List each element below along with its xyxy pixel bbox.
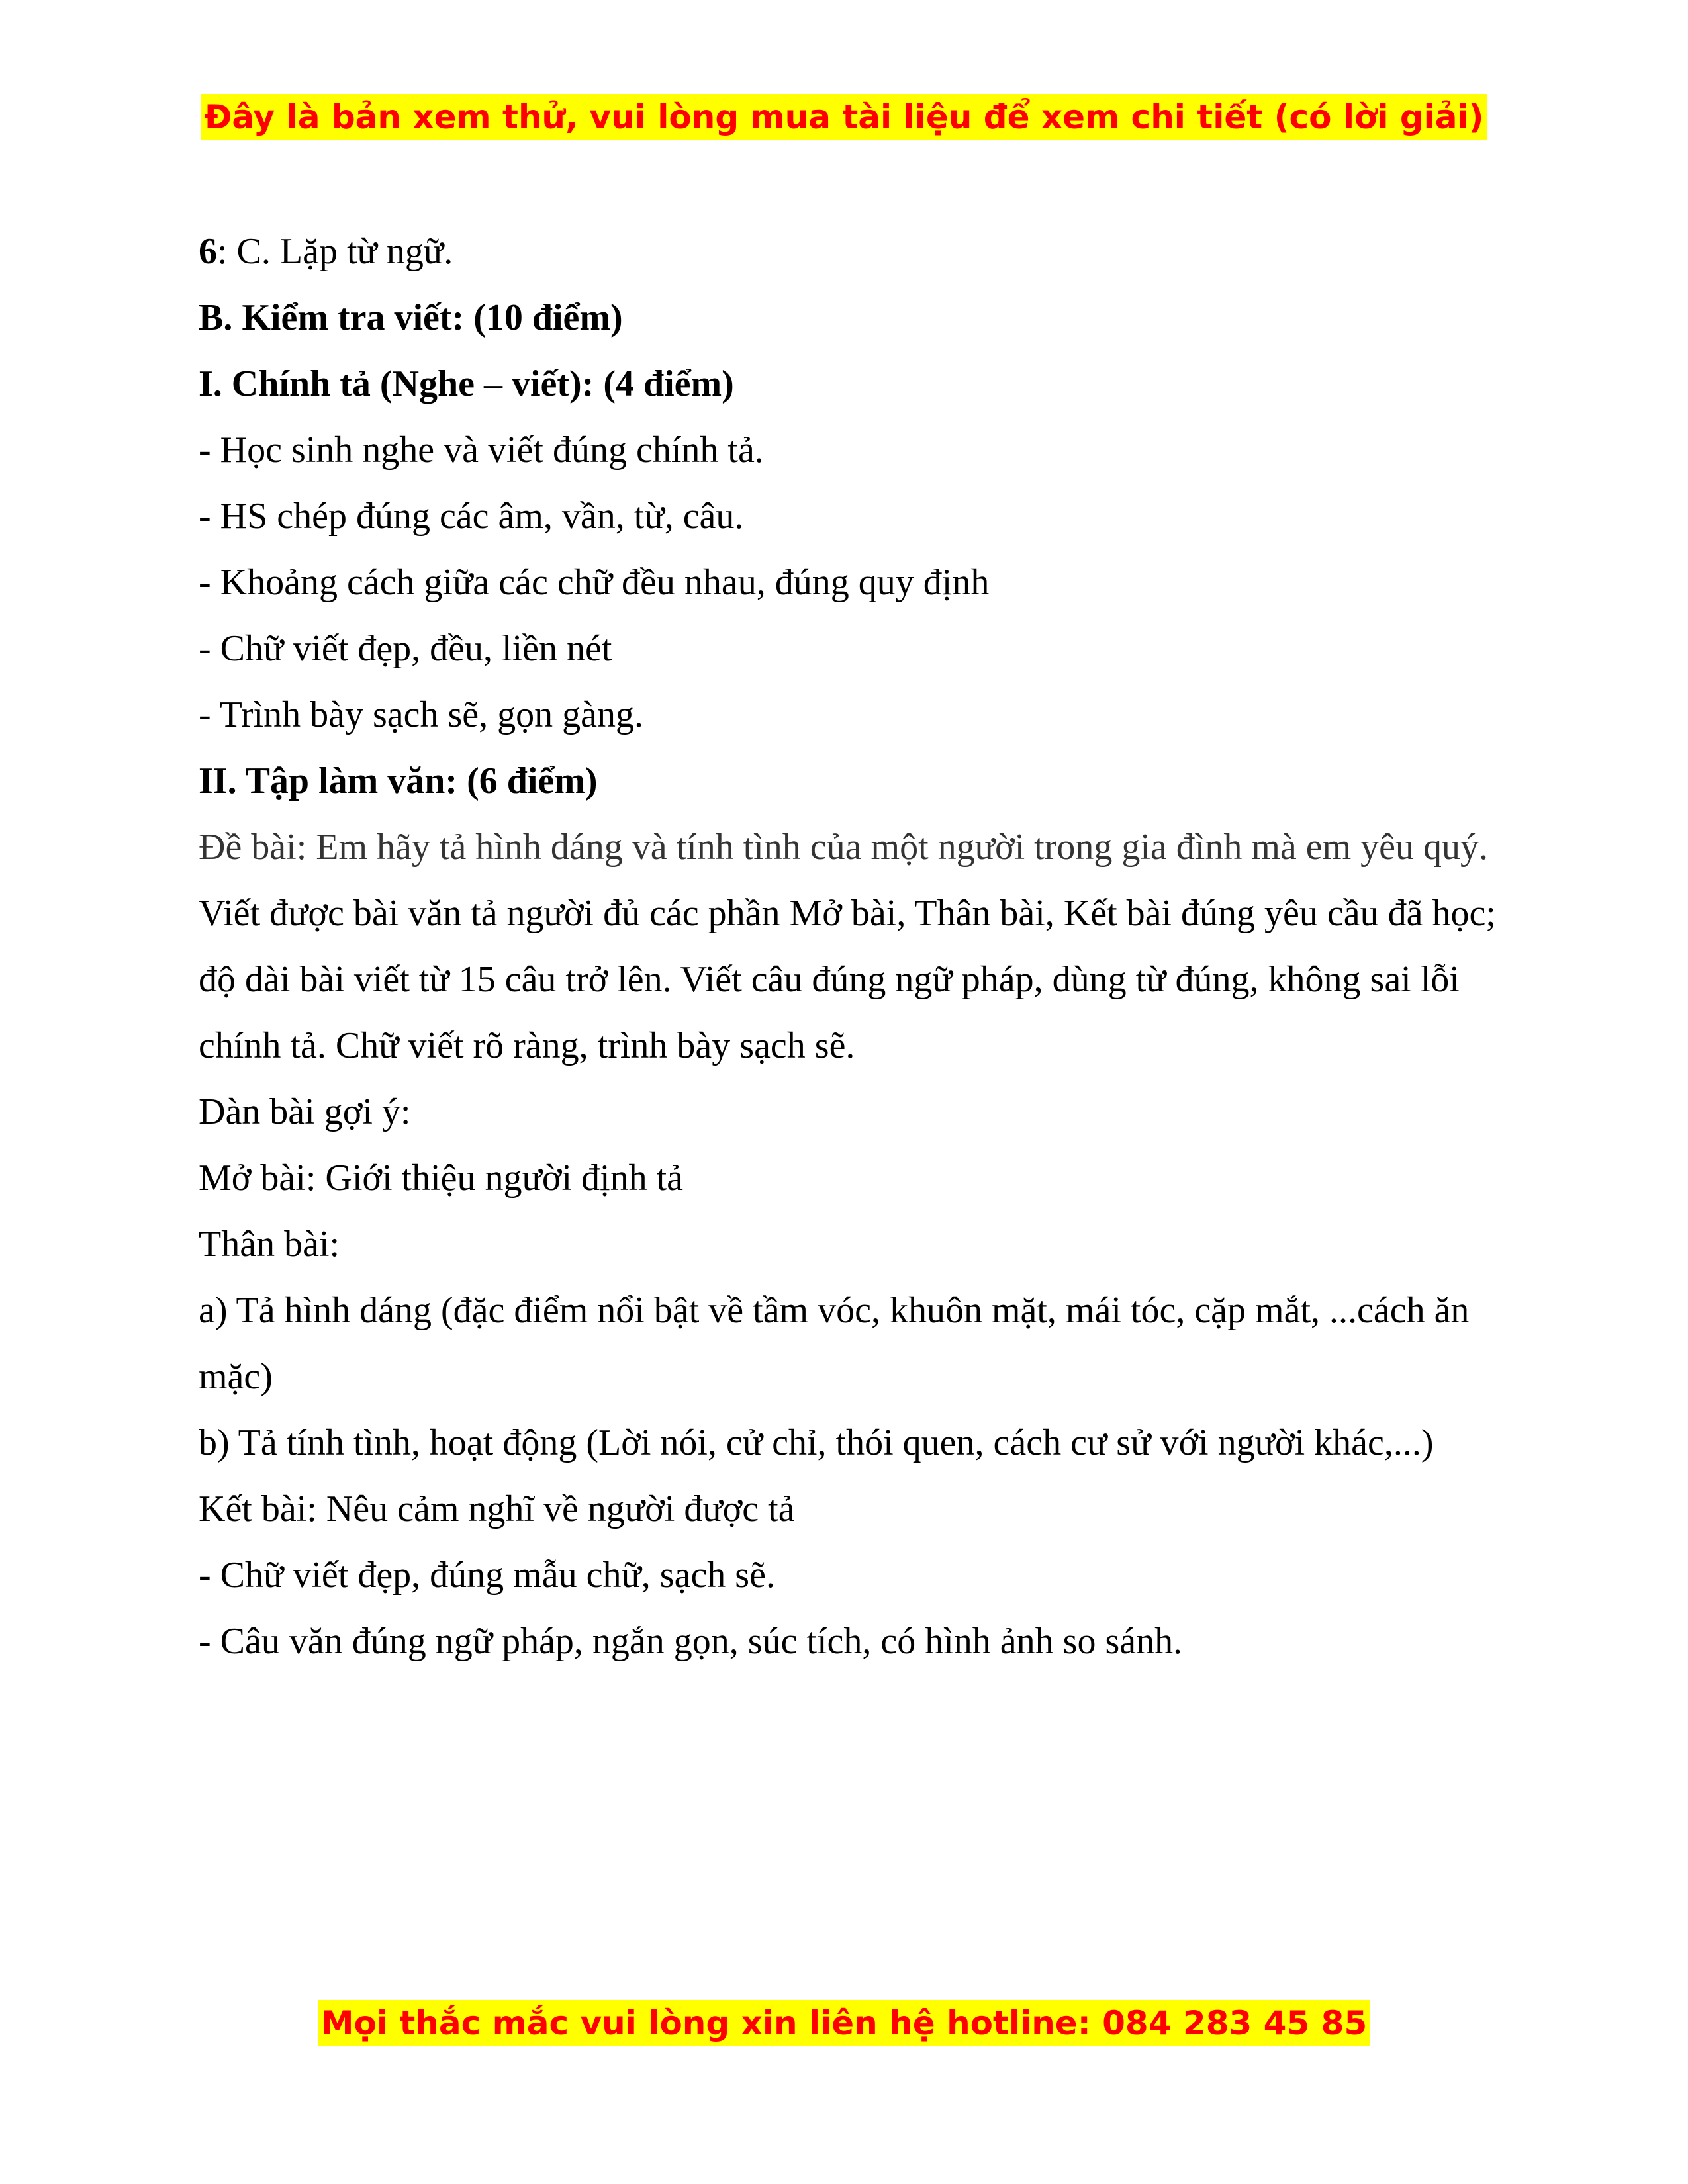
ket-bai-line: Kết bài: Nêu cảm nghĩ về người được tả <box>199 1488 795 1529</box>
than-bai-b: b) Tả tính tình, hoạt động (Lời nói, cử chỉ, thói quen, cách cư sử với người khác,...) <box>199 1422 1434 1463</box>
yeu-cau-paragraph: Viết được bài văn tả người đủ các phần Mở bài, Thân bài, Kết bài đúng yêu cầu đã học; độ dài bài viết từ 15 câu trở lên. Viết câu đúng ngữ pháp, dùng từ đúng, không sai lỗi chính tả. Chữ viết rõ ràng, trình bày sạch sẽ. <box>199 893 1496 1066</box>
dan-bai-heading: Dàn bài gợi ý: <box>199 1091 411 1132</box>
chinh-ta-item: - Khoảng cách giữa các chữ đều nhau, đúng quy định <box>199 562 990 603</box>
than-bai-a: a) Tả hình dáng (đặc điểm nổi bật về tầm vóc, khuôn mặt, mái tóc, cặp mắt, ...cách ăn mặc) <box>199 1290 1470 1397</box>
chinh-ta-item: - Học sinh nghe và viết đúng chính tả. <box>199 430 764 471</box>
answer-text: : C. Lặp từ ngữ. <box>217 231 453 272</box>
answer-6 <box>199 218 1496 285</box>
document-body <box>199 218 1496 1674</box>
tieu-chi-item: - Chữ viết đẹp, đúng mẫu chữ, sạch sẽ. <box>199 1555 775 1596</box>
tieu-chi-item: - Câu văn đúng ngữ pháp, ngắn gọn, súc tích, có hình ảnh so sánh. <box>199 1621 1183 1662</box>
than-bai-heading: Thân bài: <box>199 1224 340 1265</box>
section-b-heading: B. Kiểm tra viết: (10 điểm) <box>199 297 623 338</box>
preview-notice-banner <box>0 98 1688 136</box>
preview-notice-text: Đây là bản xem thử, vui lòng mua tài liệu để xem chi tiết (có lời giải) <box>201 94 1486 140</box>
chinh-ta-item: - HS chép đúng các âm, vần, từ, câu. <box>199 496 744 537</box>
answer-number: 6 <box>199 231 217 272</box>
hotline-banner <box>0 2004 1688 2042</box>
mo-bai-line: Mở bài: Giới thiệu người định tả <box>199 1158 684 1199</box>
chinh-ta-item: - Chữ viết đẹp, đều, liền nét <box>199 628 612 669</box>
chinh-ta-item: - Trình bày sạch sẽ, gọn gàng. <box>199 694 643 735</box>
de-bai-paragraph: Đề bài: Em hãy tả hình dáng và tính tình của một người trong gia đình mà em yêu quý. <box>199 827 1489 868</box>
hotline-text: Mọi thắc mắc vui lòng xin liên hệ hotline: 084 283 45 85 <box>318 2000 1370 2046</box>
section-i-heading: I. Chính tả (Nghe – viết): (4 điểm) <box>199 363 734 404</box>
section-ii-heading: II. Tập làm văn: (6 điểm) <box>199 760 598 801</box>
